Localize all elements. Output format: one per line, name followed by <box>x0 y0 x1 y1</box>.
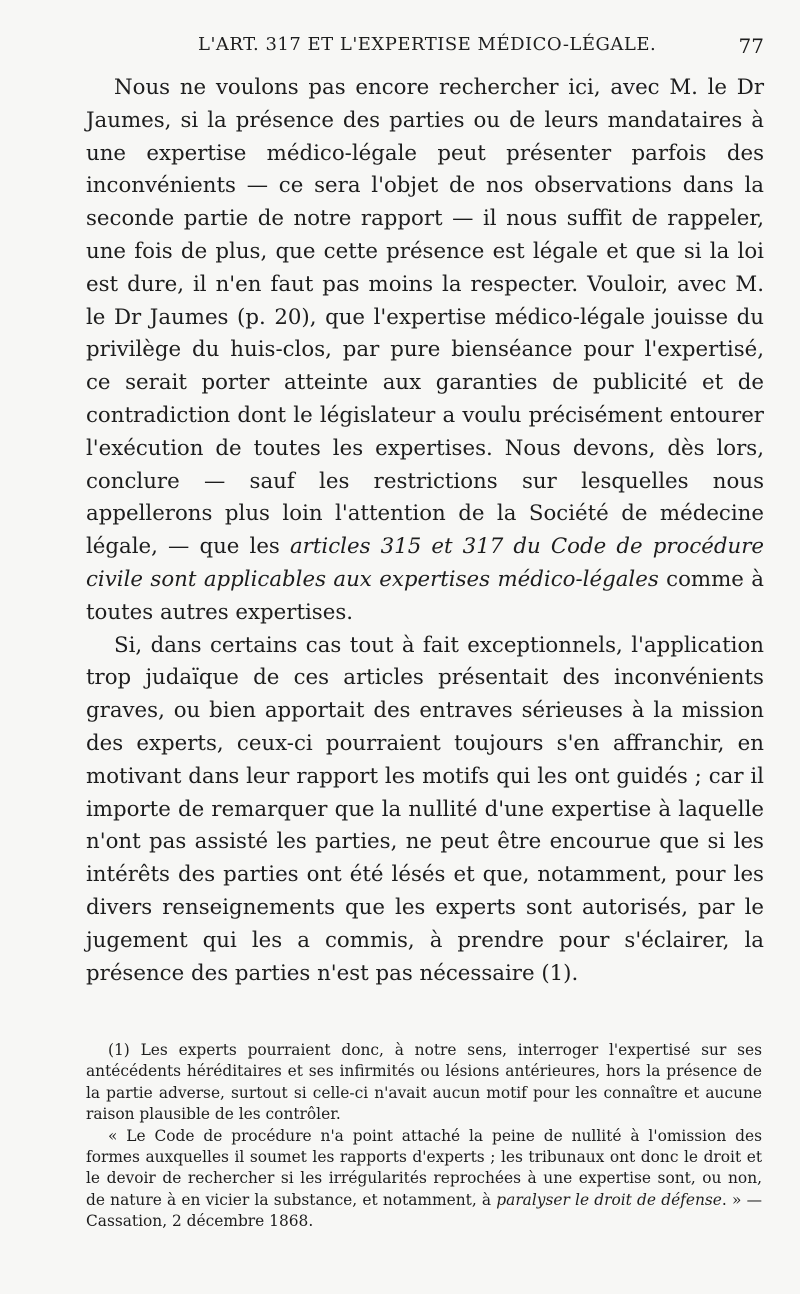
running-title: L'ART. 317 ET L'EXPERTISE MÉDICO-LÉGALE. <box>198 34 657 55</box>
paragraph-1-text: Nous ne voulons pas encore rechercher ici, avec M. le Dr Jaumes, si la présence des parties ou de leurs mandataires à une expertise médico-légale peut présenter parfois des inconvénients — ce sera l'objet de nos observations dans la seconde partie de notre rapport — il nous suffit de rappeler, une fois de plus, que cette présence est légale et que si la loi est dure, il n'en faut pas moins la respecter. Vouloir, avec M. le Dr Jaumes (p. 20), que l'expertise médico-légale jouisse du privilège du huis-clos, par pure bienséance pour l'expertisé, ce serait porter atteinte aux garanties de publicité et de contradiction dont le législateur a voulu précisément entourer l'exécution de toutes les expertises. Nous devons, dès lors, conclure — sauf les restrictions sur lesquelles nous appellerons plus loin l'attention de la Société de médecine légale, — que les <box>86 75 764 560</box>
footnote-2 <box>86 1126 762 1233</box>
footnotes <box>86 1040 762 1233</box>
body-text <box>86 72 764 990</box>
paragraph-1 <box>86 72 764 630</box>
paragraph-1-end: comme à toutes autres expertises. <box>86 566 764 625</box>
running-header <box>0 34 800 64</box>
footnote-2-italic: paralyser le droit de défense <box>496 1190 722 1209</box>
footnote-1: (1) Les experts pourraient donc, à notre sens, interroger l'expertisé sur ses antécédents héréditaires et ses infirmités ou lésions antérieures, hors la présence de la partie adverse, surtout si celle-ci n'avait aucun motif pour les connaître et aucune raison plausible de les contrôler. <box>86 1041 762 1124</box>
footnote-2-end: . » — Cassation, 2 décembre 1868. <box>86 1190 763 1231</box>
paragraph-1-italic: articles 315 et 317 du Code de procédure civile sont applicables aux expertises médico-légales <box>86 534 764 592</box>
footnote-2-text: « Le Code de procédure n'a point attaché la peine de nullité à l'omission des formes auxquelles il soumet les rapports d'experts ; les tribunaux ont donc le droit et le devoir de rechercher si les irrégularités reprochées à une expertise sont, ou non, de nature à en vicier la substance, et notamment, à <box>86 1126 762 1209</box>
page-number: 77 <box>738 34 764 58</box>
paragraph-2: Si, dans certains cas tout à fait exceptionnels, l'application trop judaïque de ces articles présentait des inconvénients graves, ou bien apportait des entraves sérieuses à la mission des experts, ceux-ci pourraient toujours s'en affranchir, en motivant dans leur rapport les motifs qui les ont guidés ; car il importe de remarquer que la nullité d'une expertise à laquelle n'ont pas assisté les parties, ne peut être encourue que si les intérêts des parties ont été lésés et que, notamment, pour les divers renseignements que les experts sont autorisés, par le jugement qui les a commis, à prendre pour s'éclairer, la présence des parties n'est pas nécessaire (1). <box>86 632 764 986</box>
